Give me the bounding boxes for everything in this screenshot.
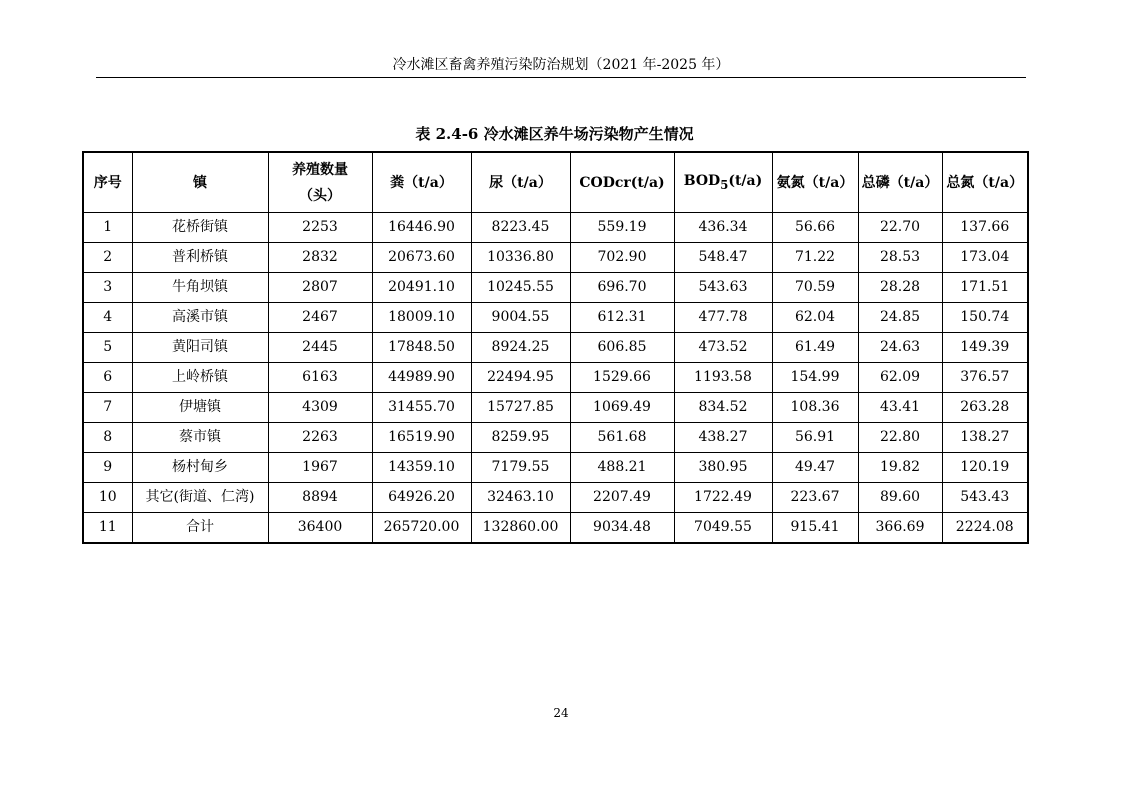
- cell-ammonia: 62.04: [772, 303, 858, 333]
- cell-urine: 8924.25: [471, 333, 570, 363]
- col-header-cod: CODcr(t/a): [570, 152, 674, 213]
- table-row: [83, 213, 1028, 243]
- cell-tp: 24.85: [858, 303, 942, 333]
- page-number: 24: [553, 706, 569, 720]
- cell-tn: 138.27: [942, 423, 1028, 453]
- cell-ammonia: 223.67: [772, 483, 858, 513]
- cell-bod: 834.52: [674, 393, 772, 423]
- table-row: [83, 513, 1028, 544]
- col-header-town: 镇: [132, 152, 268, 213]
- cell-town: 杨村甸乡: [132, 453, 268, 483]
- cell-cod: 606.85: [570, 333, 674, 363]
- cell-ammonia: 70.59: [772, 273, 858, 303]
- cell-bod: 548.47: [674, 243, 772, 273]
- cell-ammonia: 61.49: [772, 333, 858, 363]
- cell-cod: 2207.49: [570, 483, 674, 513]
- cell-manure: 20673.60: [372, 243, 471, 273]
- col-header-count-unit: （头）: [299, 187, 341, 204]
- bod-suffix: (t/a): [728, 172, 763, 189]
- cell-tp: 19.82: [858, 453, 942, 483]
- cell-tp: 24.63: [858, 333, 942, 363]
- cell-urine: 22494.95: [471, 363, 570, 393]
- cell-manure: 16519.90: [372, 423, 471, 453]
- cell-urine: 8259.95: [471, 423, 570, 453]
- cell-tn: 263.28: [942, 393, 1028, 423]
- cell-manure: 20491.10: [372, 273, 471, 303]
- cell-cod: 561.68: [570, 423, 674, 453]
- table-row: [83, 273, 1028, 303]
- header-row: [83, 152, 1028, 213]
- pollutant-table: [82, 151, 1029, 544]
- cell-urine: 15727.85: [471, 393, 570, 423]
- cell-tn: 137.66: [942, 213, 1028, 243]
- cell-ammonia: 49.47: [772, 453, 858, 483]
- cell-town: 黄阳司镇: [132, 333, 268, 363]
- cell-ammonia: 108.36: [772, 393, 858, 423]
- table-row: [83, 243, 1028, 273]
- cell-bod: 1193.58: [674, 363, 772, 393]
- cell-tp: 43.41: [858, 393, 942, 423]
- bod-subscript: 5: [720, 177, 729, 192]
- cell-urine: 32463.10: [471, 483, 570, 513]
- cell-index: 5: [83, 333, 132, 363]
- cell-cod: 9034.48: [570, 513, 674, 544]
- cell-manure: 44989.90: [372, 363, 471, 393]
- cell-town: 伊塘镇: [132, 393, 268, 423]
- cell-manure: 18009.10: [372, 303, 471, 333]
- cell-tn: 2224.08: [942, 513, 1028, 544]
- cell-tn: 376.57: [942, 363, 1028, 393]
- cell-index: 6: [83, 363, 132, 393]
- cell-urine: 132860.00: [471, 513, 570, 544]
- cell-bod: 473.52: [674, 333, 772, 363]
- col-header-index: 序号: [83, 152, 132, 213]
- cell-urine: 8223.45: [471, 213, 570, 243]
- cell-tp: 366.69: [858, 513, 942, 544]
- cell-ammonia: 56.91: [772, 423, 858, 453]
- cell-index: 9: [83, 453, 132, 483]
- cell-tn: 173.04: [942, 243, 1028, 273]
- cell-index: 2: [83, 243, 132, 273]
- cell-town: 上岭桥镇: [132, 363, 268, 393]
- cell-count: 2807: [268, 273, 372, 303]
- cell-cod: 1069.49: [570, 393, 674, 423]
- cell-manure: 64926.20: [372, 483, 471, 513]
- col-header-count: [268, 152, 372, 213]
- col-header-bod: [674, 152, 772, 213]
- table-row: [83, 483, 1028, 513]
- cell-ammonia: 154.99: [772, 363, 858, 393]
- cell-town: 高溪市镇: [132, 303, 268, 333]
- cell-manure: 17848.50: [372, 333, 471, 363]
- col-header-tp: 总磷（t/a）: [858, 152, 942, 213]
- cell-tn: 543.43: [942, 483, 1028, 513]
- cell-tp: 89.60: [858, 483, 942, 513]
- cell-count: 1967: [268, 453, 372, 483]
- cell-tn: 150.74: [942, 303, 1028, 333]
- cell-count: 4309: [268, 393, 372, 423]
- cell-bod: 477.78: [674, 303, 772, 333]
- cell-cod: 1529.66: [570, 363, 674, 393]
- cell-manure: 14359.10: [372, 453, 471, 483]
- cell-bod: 7049.55: [674, 513, 772, 544]
- cell-town: 牛角坝镇: [132, 273, 268, 303]
- cell-manure: 31455.70: [372, 393, 471, 423]
- cell-bod: 380.95: [674, 453, 772, 483]
- cell-count: 2832: [268, 243, 372, 273]
- cell-count: 2467: [268, 303, 372, 333]
- cell-count: 8894: [268, 483, 372, 513]
- table-row: [83, 303, 1028, 333]
- table-row: [83, 333, 1028, 363]
- cell-tp: 28.28: [858, 273, 942, 303]
- table-caption: 表 2.4-6 冷水滩区养牛场污染物产生情况: [415, 125, 694, 143]
- cell-manure: 16446.90: [372, 213, 471, 243]
- cell-cod: 612.31: [570, 303, 674, 333]
- cell-town: 其它(街道、仁湾): [132, 483, 268, 513]
- cell-count: 6163: [268, 363, 372, 393]
- cell-count: 36400: [268, 513, 372, 544]
- table-row: [83, 363, 1028, 393]
- table-row: [83, 393, 1028, 423]
- table-row: [83, 423, 1028, 453]
- col-header-manure: 粪（t/a）: [372, 152, 471, 213]
- cell-bod: 436.34: [674, 213, 772, 243]
- cell-tn: 120.19: [942, 453, 1028, 483]
- col-header-tn: 总氮（t/a）: [942, 152, 1028, 213]
- col-header-urine: 尿（t/a）: [471, 152, 570, 213]
- cell-manure: 265720.00: [372, 513, 471, 544]
- col-header-count-label: 养殖数量: [292, 161, 348, 178]
- cell-tn: 171.51: [942, 273, 1028, 303]
- running-header: 冷水滩区畜禽养殖污染防治规划（2021 年-2025 年）: [392, 57, 730, 73]
- cell-tp: 22.70: [858, 213, 942, 243]
- cell-urine: 7179.55: [471, 453, 570, 483]
- cell-urine: 10336.80: [471, 243, 570, 273]
- cell-cod: 559.19: [570, 213, 674, 243]
- cell-tp: 62.09: [858, 363, 942, 393]
- cell-ammonia: 71.22: [772, 243, 858, 273]
- cell-index: 8: [83, 423, 132, 453]
- cell-ammonia: 915.41: [772, 513, 858, 544]
- table-body: [83, 213, 1028, 544]
- cell-bod: 438.27: [674, 423, 772, 453]
- cell-urine: 10245.55: [471, 273, 570, 303]
- cell-index: 7: [83, 393, 132, 423]
- cell-town: 蔡市镇: [132, 423, 268, 453]
- cell-ammonia: 56.66: [772, 213, 858, 243]
- bod-prefix: BOD: [683, 172, 721, 189]
- cell-cod: 696.70: [570, 273, 674, 303]
- cell-town: 合计: [132, 513, 268, 544]
- cell-index: 3: [83, 273, 132, 303]
- cell-tn: 149.39: [942, 333, 1028, 363]
- cell-town: 花桥街镇: [132, 213, 268, 243]
- cell-cod: 488.21: [570, 453, 674, 483]
- cell-index: 10: [83, 483, 132, 513]
- col-header-ammonia: 氨氮（t/a）: [772, 152, 858, 213]
- cell-count: 2253: [268, 213, 372, 243]
- cell-index: 4: [83, 303, 132, 333]
- table-row: [83, 453, 1028, 483]
- cell-bod: 1722.49: [674, 483, 772, 513]
- cell-urine: 9004.55: [471, 303, 570, 333]
- cell-tp: 22.80: [858, 423, 942, 453]
- cell-town: 普利桥镇: [132, 243, 268, 273]
- cell-index: 11: [83, 513, 132, 544]
- header-rule: [96, 77, 1026, 78]
- cell-bod: 543.63: [674, 273, 772, 303]
- cell-index: 1: [83, 213, 132, 243]
- cell-tp: 28.53: [858, 243, 942, 273]
- cell-cod: 702.90: [570, 243, 674, 273]
- cell-count: 2445: [268, 333, 372, 363]
- cell-count: 2263: [268, 423, 372, 453]
